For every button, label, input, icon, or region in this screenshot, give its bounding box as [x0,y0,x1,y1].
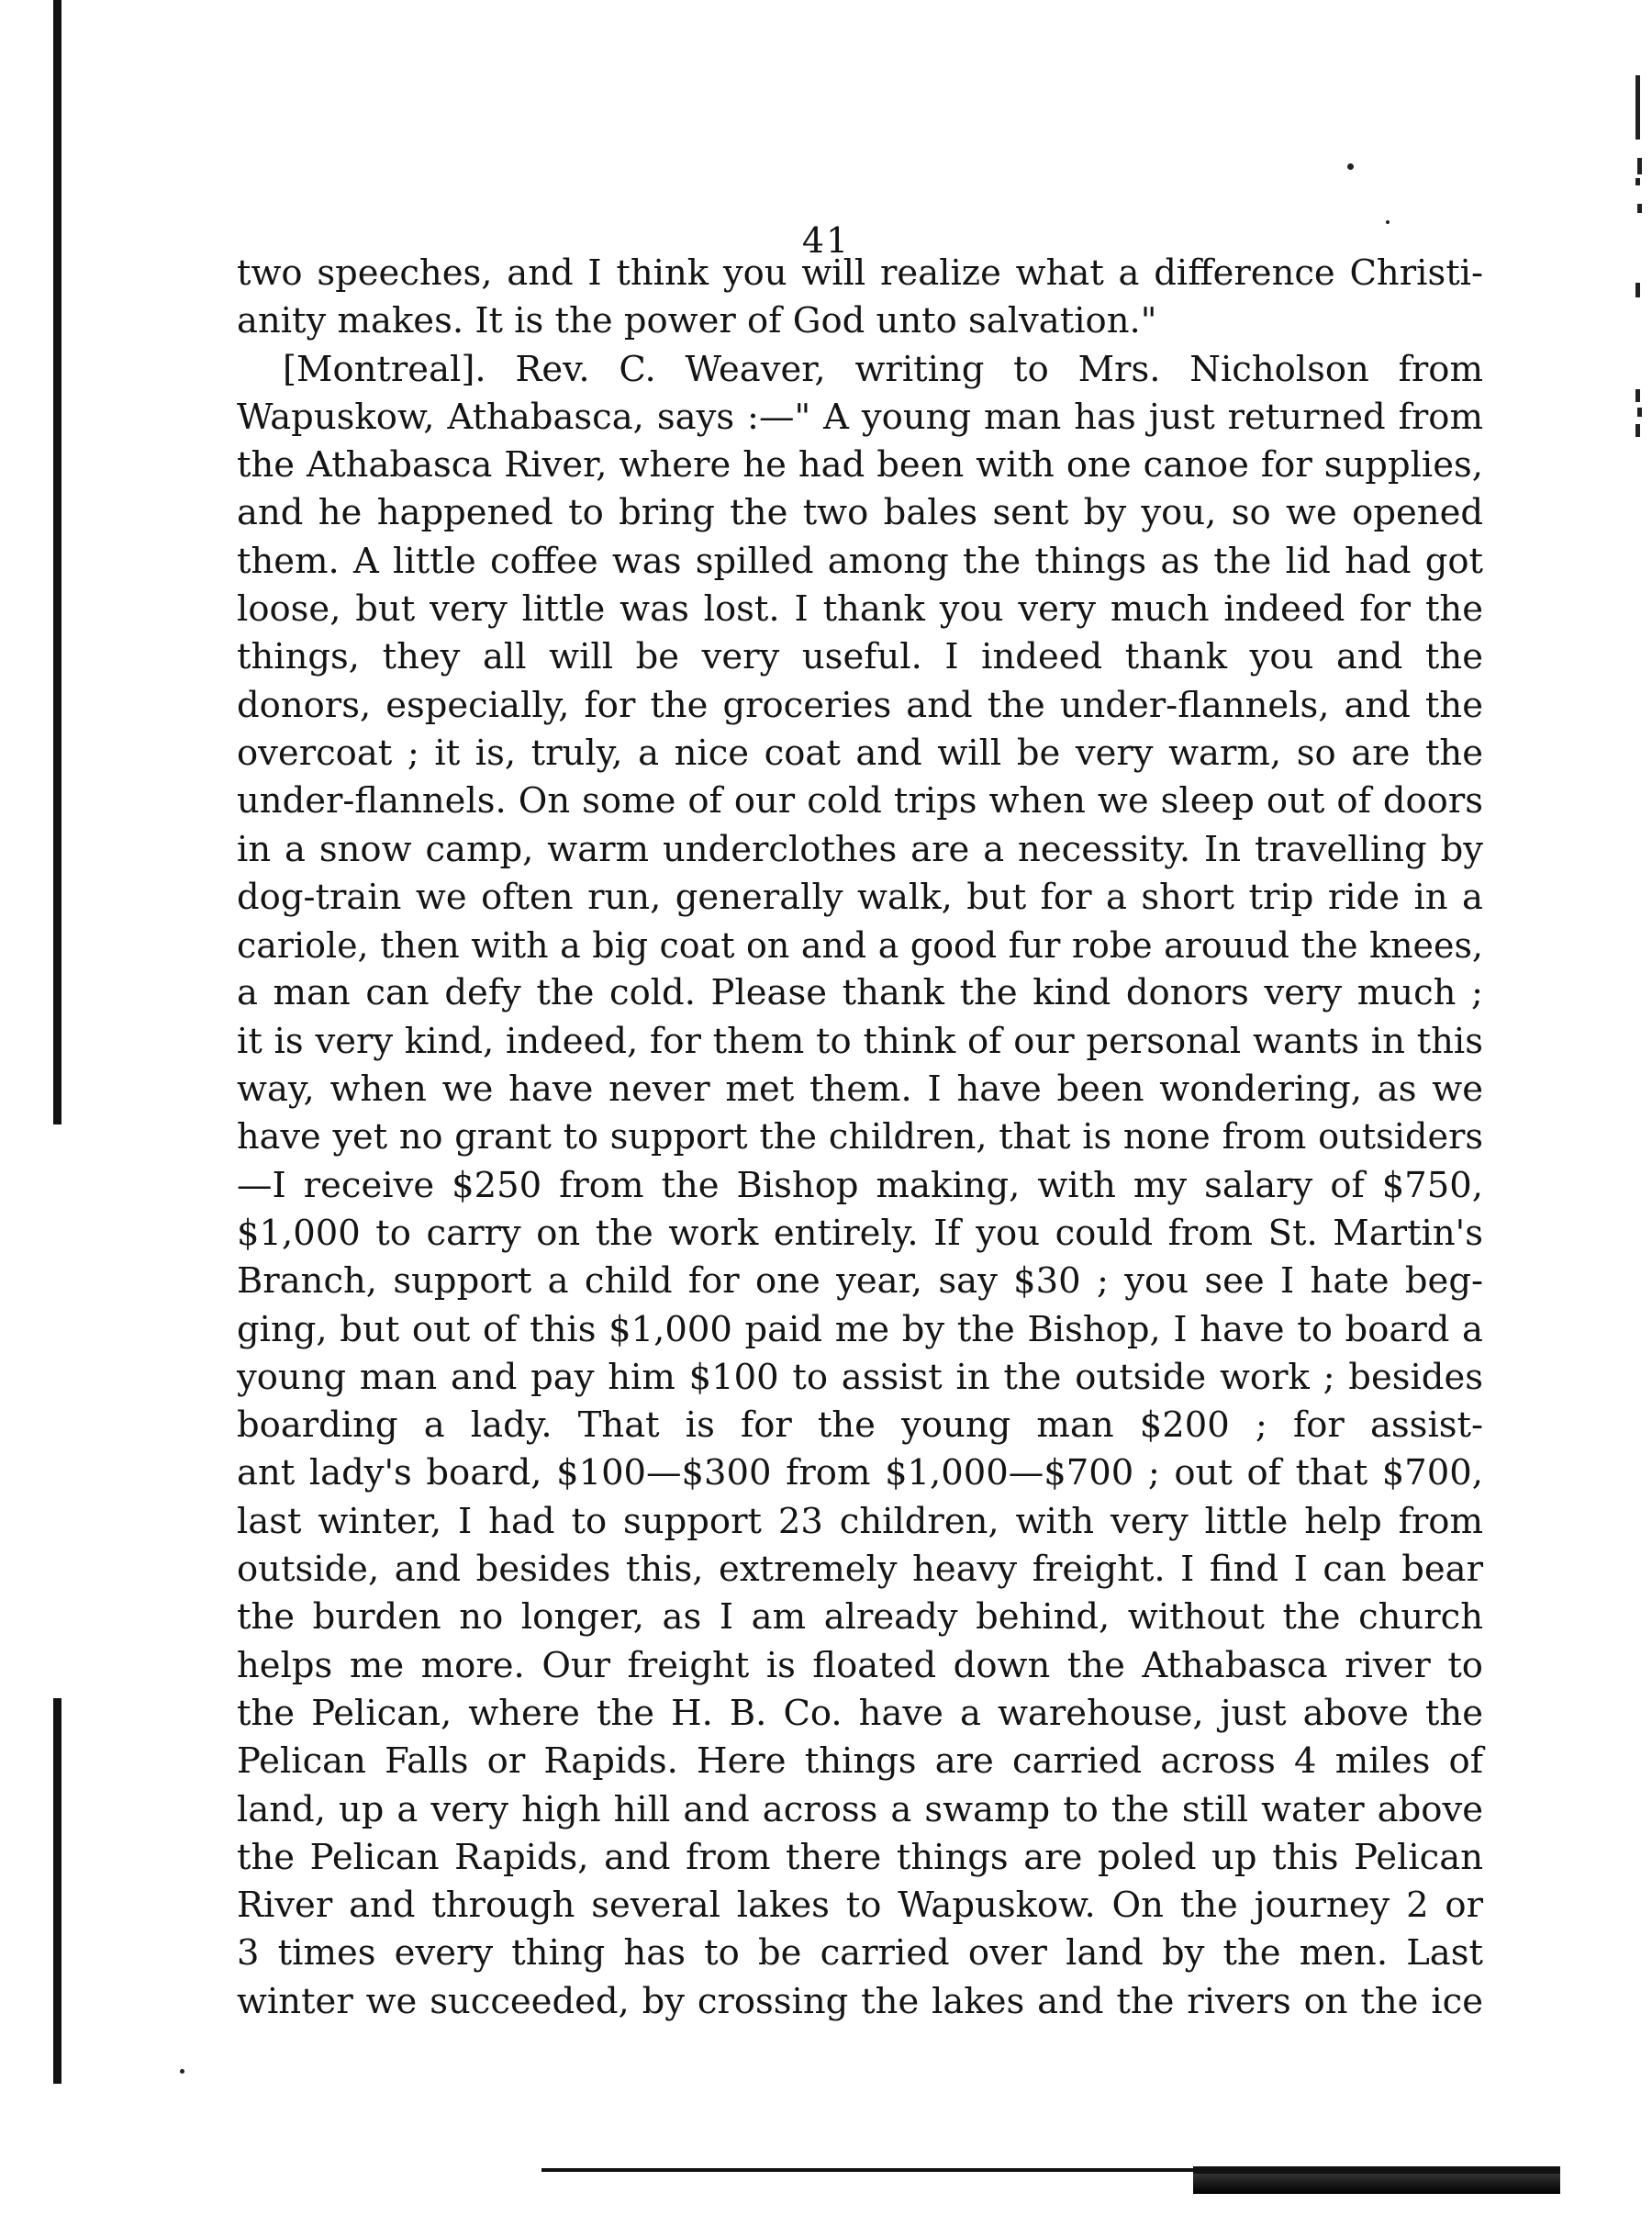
text-line: a man can defy the cold. Please thank the kind donors very much ; [237,972,1483,1014]
text-line: anity makes. It is the power of God unto salvation." [237,300,1157,342]
scan-speck [180,2069,184,2074]
text-line: boarding a lady. That is for the young man $200 ; for assist- [237,1404,1483,1447]
text-line: under-flannels. On some of our cold trips when we sleep out of doors [237,780,1483,822]
text-line: ant lady's board, $100—$300 from $1,000—$700 ; out of that $700, [237,1452,1483,1494]
text-line: the burden no longer, as I am already behind, without the church [237,1596,1483,1639]
scan-speckles [1635,75,1645,589]
text-line: overcoat ; it is, truly, a nice coat and will be very warm, so are the [237,732,1483,774]
page-number: 41 [801,220,851,261]
text-line: Wapuskow, Athabasca, says :—" A young man has just returned from [237,396,1483,438]
text-line: 3 times every thing has to be carried over land by the men. Last [237,1932,1483,1974]
text-line: River and through several lakes to Wapuskow. On the journey 2 or [237,1885,1483,1927]
text-line: last winter, I had to support 23 children, with very little help from [237,1500,1483,1542]
text-line: $1,000 to carry on the work entirely. If you could from St. Martin's [237,1212,1483,1254]
text-line: winter we succeeded, by crossing the lakes and the rivers on the ice [237,1980,1483,2022]
text-line: the Pelican, where the H. B. Co. have a warehouse, just above the [237,1692,1483,1734]
text-line: cariole, then with a big coat on and a good fur robe arouud the knees, [237,925,1483,967]
text-line: in a snow camp, warm underclothes are a necessity. In travelling by [237,828,1483,870]
scan-speck [1347,163,1354,170]
binding-edge-shadow-lower [53,1698,61,2084]
text-line: have yet no grant to support the children, that is none from outsiders [237,1116,1483,1158]
text-line: them. A little coffee was spilled among the things as the lid had got [237,540,1483,582]
text-line: two speeches, and I think you will realize what a difference Christi- [237,252,1483,294]
text-line: Branch, support a child for one year, say $30 ; you see I hate beg- [237,1260,1483,1303]
bottom-edge-shadow [1193,2166,1560,2194]
text-line: helps me more. Our freight is floated down the Athabasca river to [237,1644,1483,1686]
text-line: things, they all will be very useful. I indeed thank you and the [237,636,1483,678]
text-line: young man and pay him $100 to assist in the outside work ; besides [237,1356,1483,1398]
text-line: the Pelican Rapids, and from there things are poled up this Pelican [237,1836,1483,1878]
text-line: it is very kind, indeed, for them to think of our personal wants in this [237,1020,1483,1062]
text-line: way, when we have never met them. I have been wondering, as we [237,1068,1483,1111]
text-line: land, up a very high hill and across a swamp to the still water above [237,1788,1483,1830]
body-text [237,250,1483,2026]
text-line: —I receive $250 from the Bishop making, with my salary of $750, [237,1164,1483,1206]
text-line: outside, and besides this, extremely heavy freight. I find I can bear [237,1549,1483,1591]
text-line: ging, but out of this $1,000 paid me by the Bishop, I have to board a [237,1308,1483,1350]
text-line: loose, but very little was lost. I thank you very much indeed for the [237,588,1483,631]
text-line: and he happened to bring the two bales sent by you, so we opened [237,492,1483,534]
text-line: the Athabasca River, where he had been with one canoe for supplies, [237,444,1483,487]
text-line: donors, especially, for the groceries and the under-flannels, and the [237,684,1483,726]
text-line: dog-train we often run, generally walk, but for a short trip ride in a [237,876,1483,918]
binding-edge-shadow [53,0,61,1124]
text-line: Pelican Falls or Rapids. Here things are carried across 4 miles of [237,1740,1483,1783]
text-line: [Montreal]. Rev. C. Weaver, writing to Mrs. Nicholson from [283,348,1483,390]
